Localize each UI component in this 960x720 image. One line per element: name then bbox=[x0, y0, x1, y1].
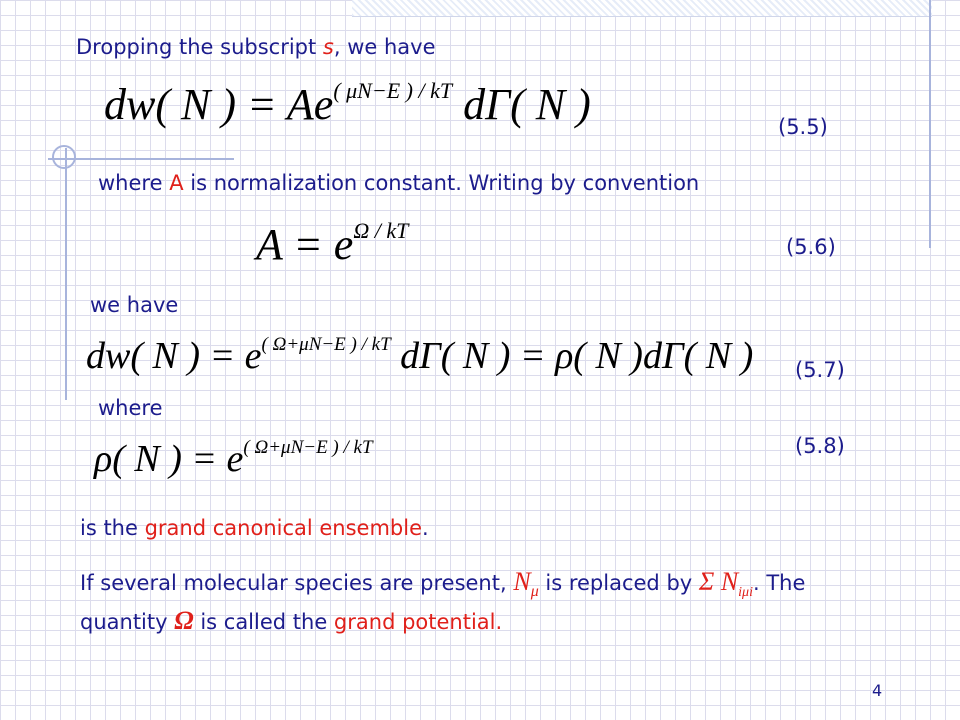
top-bar-decoration bbox=[352, 0, 932, 17]
grand-potential-term: grand potential. bbox=[333, 610, 503, 634]
omega-symbol: Ω bbox=[174, 606, 194, 635]
equation-5-7: dw( N ) = $e^{( \Omega+\mu N-E ) / kT}$ dΓ( N ) = ρ( N )dΓ( N ) bbox=[86, 334, 754, 378]
grand-canonical-term: grand canonical ensemble bbox=[144, 516, 423, 540]
normalization-text: where A is normalization constant. Writing by convention bbox=[98, 171, 700, 195]
quantity-text: quantity Ω is called the grand potential. bbox=[80, 606, 503, 635]
species-text: If several molecular species are present, $N_\mu$ is replaced by Σ $N_{i\mu i}$. The bbox=[80, 567, 806, 601]
equation-number-5-6: (5.6) bbox=[786, 235, 836, 259]
equation-5-5: dw( N ) = $Ae^{( \mu N-E ) / kT}$ dΓ( N ) bbox=[104, 78, 591, 129]
subscript-variable: s bbox=[322, 35, 334, 59]
right-vertical-line bbox=[929, 0, 931, 248]
equation-number-5-5: (5.5) bbox=[778, 115, 828, 139]
page-number: 4 bbox=[872, 681, 883, 700]
left-vertical-line bbox=[65, 148, 67, 400]
sum-n-mu-symbol: Σ $N_{i\mu i}$ bbox=[698, 567, 753, 601]
crosshair-circle-decoration bbox=[52, 145, 76, 169]
grand-canonical-text: is the grand canonical ensemble. bbox=[80, 516, 429, 540]
n-mu-symbol: $N_\mu$ bbox=[513, 567, 539, 601]
we-have-text: we have bbox=[90, 293, 179, 317]
variable-a: A bbox=[169, 171, 184, 195]
intro-text: Dropping the subscript s, we have bbox=[76, 35, 436, 59]
equation-number-5-8: (5.8) bbox=[795, 434, 845, 458]
equation-5-8: ρ( N ) = $e^{( \Omega+\mu N-E ) / kT}$ bbox=[94, 437, 373, 481]
where-text: where bbox=[98, 396, 163, 420]
equation-5-6: $A = e^{\Omega / kT}$ bbox=[256, 218, 409, 269]
equation-number-5-7: (5.7) bbox=[795, 358, 845, 382]
